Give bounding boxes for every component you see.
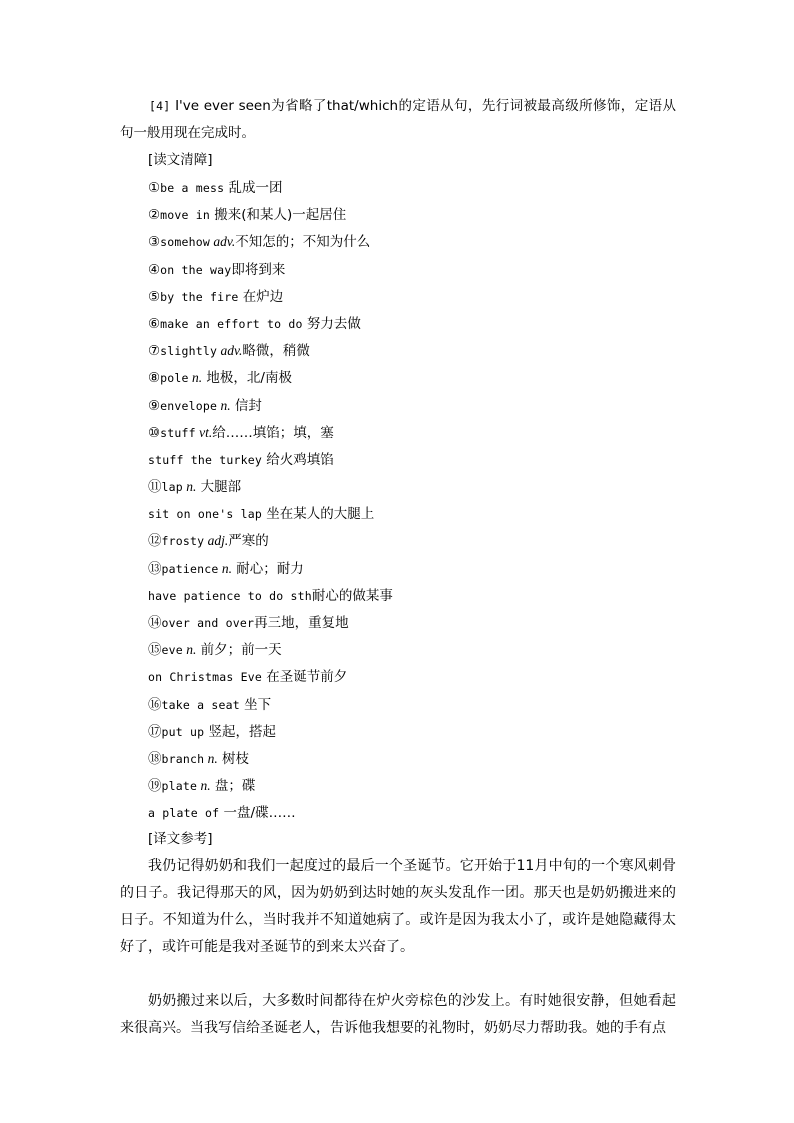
vocab-part-of-speech: n. [182, 642, 197, 658]
vocab-item [148, 609, 688, 636]
vocab-meaning: 严寒的 [228, 533, 269, 550]
vocab-item [148, 310, 688, 337]
vocab-meaning: 在圣诞节前夕 [261, 669, 348, 686]
vocab-number: ⑯ [148, 696, 162, 713]
vocab-item [148, 392, 688, 419]
note-marker: [4] [149, 99, 171, 113]
vocab-number: ② [148, 207, 161, 224]
vocab-part-of-speech: n. [204, 750, 218, 766]
vocab-item [148, 691, 688, 718]
vocab-number: ⑫ [148, 533, 162, 550]
vocab-meaning: 地极，北/南极 [202, 370, 292, 387]
vocab-term: stuff the turkey [148, 452, 262, 467]
vocab-meaning: 坐在某人的大腿上 [261, 506, 375, 523]
vocab-number: ⑬ [148, 560, 162, 577]
vocab-term: sit on one's lap [148, 507, 262, 522]
vocab-item [148, 337, 688, 364]
vocab-meaning: 给……填馅；填，塞 [212, 424, 334, 441]
vocab-item [148, 364, 688, 391]
vocab-number: ⑪ [148, 479, 162, 496]
vocab-term: pole [160, 371, 189, 386]
vocab-meaning: 竖起，搭起 [204, 723, 277, 740]
vocab-term: on Christmas Eve [148, 670, 262, 685]
vocab-term: slightly [160, 344, 218, 359]
vocab-number: ⑭ [148, 615, 162, 631]
vocab-item [148, 256, 688, 283]
vocab-item [148, 500, 688, 527]
vocab-number: ⑱ [148, 750, 162, 767]
translation-section-title: [译文参考] [148, 831, 213, 847]
vocab-part-of-speech: adv. [217, 343, 243, 359]
vocab-number: ⑰ [148, 723, 162, 740]
vocab-term: a plate of [148, 806, 220, 821]
vocab-term: frosty [161, 534, 205, 549]
vocab-item [148, 473, 688, 500]
vocab-meaning: 再三地，重复地 [254, 615, 349, 631]
vocab-meaning: 努力去做 [302, 315, 361, 332]
vocab-item [148, 201, 688, 228]
translation-paragraph-1: 我仍记得奶奶和我们一起度过的最后一个圣诞节。它开始于11月中旬的一个寒风刺骨的日子。我记得那天的风，因为奶奶到达时她的灰头发乱作一团。那天也是奶奶搬进来的日子。不知道为什么，当时我并不知道她病了。或许是因为我太小了，或许是她隐藏得太好了，或许可能是我对圣诞节的到来太兴奋了。 [120, 858, 676, 955]
vocab-meaning: 一盘/碟…… [219, 805, 296, 822]
vocab-meaning: 搬来(和某人)一起居住 [209, 207, 347, 224]
vocab-part-of-speech: n. [217, 397, 231, 413]
vocab-number: ① [148, 180, 161, 196]
vocab-term: take a seat [161, 697, 240, 712]
vocab-number: ⑥ [148, 315, 161, 332]
vocab-meaning: 坐下 [239, 696, 272, 713]
vocab-meaning: 信封 [230, 397, 262, 414]
vocab-item [148, 527, 688, 554]
vocab-number: ⑲ [148, 778, 162, 795]
vocab-meaning: 给火鸡填馅 [261, 451, 334, 468]
vocab-number: ⑤ [148, 288, 161, 305]
vocab-part-of-speech: vt. [195, 424, 213, 440]
vocab-term: envelope [160, 398, 218, 413]
vocab-item [148, 419, 688, 446]
vocab-term: lap [161, 480, 183, 495]
vocab-item [148, 663, 688, 690]
intro-paragraph [120, 93, 676, 147]
vocab-term: make an effort to do [160, 316, 303, 331]
vocab-item [148, 446, 688, 473]
vocab-part-of-speech: n. [188, 370, 203, 386]
vocab-list [148, 174, 688, 827]
vocab-item [148, 228, 688, 255]
vocab-item [148, 283, 688, 310]
vocab-item [148, 745, 688, 772]
vocab-term: patience [161, 561, 219, 576]
vocab-number: ⑮ [148, 642, 162, 659]
vocab-meaning: 乱成一团 [224, 180, 283, 196]
vocab-term: on the way [160, 262, 232, 277]
vocab-meaning: 即将到来 [231, 261, 286, 278]
vocab-term: by the fire [160, 289, 239, 304]
vocab-item [148, 582, 688, 609]
vocab-term: somehow [160, 235, 210, 250]
vocab-item [148, 772, 688, 799]
vocab-term: move in [160, 208, 210, 223]
vocab-part-of-speech: adv. [209, 234, 236, 250]
vocab-number: ⑨ [148, 397, 161, 414]
vocab-term: over and over [161, 616, 255, 630]
vocab-term: have patience to do sth [148, 588, 312, 603]
vocab-meaning: 前夕；前一天 [196, 642, 282, 659]
vocab-meaning: 盘；碟 [210, 778, 256, 795]
vocab-number: ⑧ [148, 370, 161, 387]
vocab-term: put up [161, 724, 205, 739]
vocab-term: be a mess [160, 181, 225, 195]
vocab-meaning: 略微，稍微 [242, 343, 310, 360]
vocab-meaning: 耐心的做某事 [311, 587, 393, 604]
vocab-term: eve [161, 643, 183, 658]
vocab-number: ⑦ [148, 343, 161, 360]
vocab-part-of-speech: n. [197, 778, 211, 794]
vocab-meaning: 树枝 [217, 750, 250, 767]
vocab-part-of-speech: n. [182, 479, 197, 495]
vocab-term: stuff [160, 425, 196, 440]
vocab-item [148, 799, 688, 826]
vocab-section-title: [读文清障] [148, 152, 213, 168]
vocab-item [148, 636, 688, 663]
vocab-meaning: 耐心；耐力 [232, 560, 304, 577]
vocab-number: ④ [148, 261, 161, 278]
vocab-meaning: 大腿部 [196, 479, 242, 496]
vocab-part-of-speech: n. [218, 560, 232, 576]
vocab-term: plate [161, 779, 198, 794]
translation-paragraph-2: 奶奶搬过来以后，大多数时间都待在炉火旁棕色的沙发上。有时她很安静，但她看起来很高兴。当我写信给圣诞老人，告诉他我想要的礼物时，奶奶尽力帮助我。她的手有点 [120, 993, 676, 1036]
vocab-number: ③ [148, 234, 161, 251]
vocab-item [148, 174, 688, 201]
vocab-item [148, 718, 688, 745]
vocab-term: branch [161, 751, 205, 766]
intro-text: I've ever seen为省略了that/which的定语从句，先行词被最高级所修饰，定语从句一般用现在完成时。 [120, 98, 676, 141]
vocab-part-of-speech: adj. [204, 533, 229, 549]
vocab-item [148, 555, 688, 582]
vocab-meaning: 在炉边 [238, 288, 284, 305]
vocab-number: ⑩ [148, 424, 161, 441]
vocab-meaning: 不知怎的；不知为什么 [235, 234, 371, 251]
